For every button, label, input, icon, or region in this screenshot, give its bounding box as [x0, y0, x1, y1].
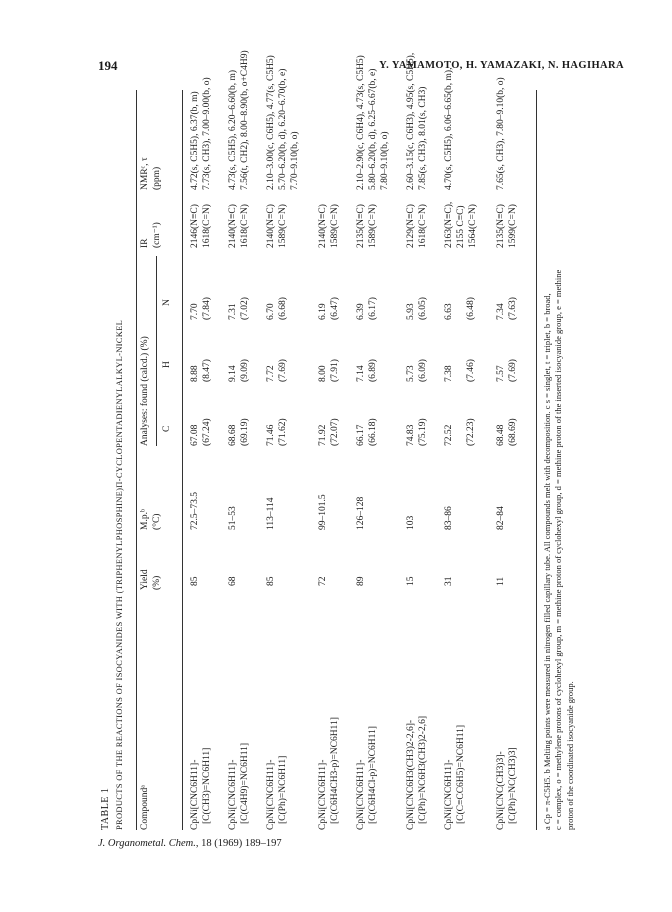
cell-nmr: 7.65(s, CH3), 7.80–9.10(b, o) — [496, 77, 506, 190]
cell-ir: 2140(N≡C) 1589(C=N) — [318, 204, 340, 248]
cell-c: 71.46 (71.62) — [266, 418, 288, 446]
cell-n: 6.19 (6.47) — [318, 297, 340, 320]
cell-h: 8.00 (7.91) — [318, 359, 340, 382]
cell-n: 5.93 (6.05) — [406, 297, 428, 320]
cell-n: 6.39 (6.17) — [356, 297, 378, 320]
cell-n: 6.70 (6.68) — [266, 297, 288, 320]
cell-compound: CpNi[CNC6H11]- [C(CH3)=NC6H11] — [190, 747, 212, 830]
cell-n: 7.34 (7.63) — [496, 297, 518, 320]
cell-mp: 103 — [406, 515, 416, 530]
cell-yield: 15 — [406, 576, 416, 586]
cell-ir: 2140(N≡C) 1618(C=N) — [228, 204, 250, 248]
cell-h: 7.72 (7.69) — [266, 359, 288, 382]
cell-ir: 2129(N≡C) 1618(C=N) — [406, 204, 428, 248]
header-yield: Yield (%) — [140, 569, 162, 590]
header-analyses: Analyses: found (calcd.) (%) — [140, 336, 150, 446]
cell-c: 72.52 (72.23) — [444, 418, 476, 446]
cell-c: 68.68 (69.19) — [228, 418, 250, 446]
cell-yield: 31 — [444, 576, 454, 586]
cell-ir: 2163(N≡C), 2155 C≡C) 1564(C=N) — [444, 201, 478, 248]
cell-nmr: 2.10–3.00(c, C6H5), 4.77(s, C5H5) 5.70–6.20(b, d), 6.20–6.70(b, e) 7.70–9.10(b, o) — [266, 55, 300, 190]
cell-compound: CpNi[CNC6H11]- [C(C6H4Cl-p)=NC6H11] — [356, 726, 378, 830]
cell-yield: 85 — [190, 576, 200, 586]
cell-compound: CpNi[CNC(CH3)3]- [C(Ph)=NC(CH3)3] — [496, 747, 518, 830]
cell-compound: CpNi[CNC6H11]- [C(C6H4CH3-p)=NC6H11] — [318, 717, 340, 830]
table-footnotes — [542, 90, 576, 830]
page-number: 194 — [98, 58, 118, 73]
cell-ir: 2140(N≡C) 1589(C=N) — [266, 204, 288, 248]
cell-h: 5.73 (6.09) — [406, 359, 428, 382]
cell-ir: 2146(N≡C) 1618(C=N) — [190, 204, 212, 248]
header-mp: M.p.ᵇ (°C) — [140, 509, 162, 530]
cell-nmr: 2.60–3.15(c, C6H3), 4.95(s, C5H5), 7.85(s, CH3), 8.01(s, CH3) — [406, 52, 428, 190]
journal-reference — [98, 838, 282, 849]
cell-h: 9.14 (9.09) — [228, 359, 250, 382]
cell-mp: 72.5–73.5 — [190, 492, 200, 530]
cell-nmr: 4.72(s, C5H5), 6.37(b, m) 7.73(s, CH3), 7.00–9.00(b, o) — [190, 77, 212, 190]
cell-n: 7.31 (7.02) — [228, 297, 250, 320]
cell-c: 66.17 (66.18) — [356, 418, 378, 446]
cell-h: 8.88 (8.47) — [190, 359, 212, 382]
cell-h: 7.38 (7.46) — [444, 359, 476, 382]
cell-mp: 83–86 — [444, 506, 454, 530]
cell-mp: 126–128 — [356, 496, 366, 530]
cell-compound: CpNi[CNC6H3(CH3)2-2,6]- [C(Ph)=NC6H3(CH3)2-2,6] — [406, 715, 428, 830]
cell-ir: 2135(N≡C) 1599(C=N) — [496, 204, 518, 248]
cell-yield: 68 — [228, 576, 238, 586]
cell-nmr: 2.10–2.90(c, C6H4), 4.73(s, C5H5) 5.80–6.20(b, d), 6.25–6.67(b, e) 7.80–9.10(b, o) — [356, 55, 390, 190]
header-nmr: NMRᶜ, τ (ppm) — [140, 157, 162, 190]
journal-citation: , 18 (1969) 189–197 — [195, 838, 282, 849]
cell-ir: 2135(N≡C) 1589(C=N) — [356, 204, 378, 248]
footnote-line: a Cp = π-C5H5. b Melting points were measured in nitrogen filled capillary tube. All compounds melt with decomposition. c s = singlet, t = triplet, b = broad, — [542, 293, 552, 830]
cell-compound: CpNi[CNC6H11]- [C(C≡CC6H5)=NC6H11] — [444, 724, 466, 830]
cell-n: 6.63 (6.48) — [444, 297, 476, 320]
header-c: C — [162, 425, 172, 432]
cell-h: 7.14 (6.89) — [356, 359, 378, 382]
cell-nmr: 4.73(s, C5H5), 6.20–6.60(b, m) 7.56(t, CH2), 8.00–8.90(b, o+C4H9) — [228, 50, 250, 190]
cell-nmr: 4.70(s, C5H5), 6.06–6.65(b, m), — [444, 67, 454, 190]
header-n: N — [162, 299, 172, 306]
cell-c: 67.08 (67.24) — [190, 418, 212, 446]
table-caption: PRODUCTS OF THE REACTIONS OF ISOCYANIDES WITH (TRIPHENYLPHOSPHINE)Π-CYCLOPENTADIENYLALKYL-NICKEL — [114, 319, 124, 830]
cell-mp: 51–53 — [228, 506, 238, 530]
table-rule-bottom — [536, 90, 537, 830]
table-rule-analyses — [156, 256, 157, 446]
table-rule-header — [182, 90, 183, 830]
cell-yield: 89 — [356, 576, 366, 586]
cell-yield: 85 — [266, 576, 276, 586]
table-label: TABLE 1 — [100, 787, 111, 830]
cell-yield: 72 — [318, 576, 328, 586]
header-h: H — [162, 361, 172, 368]
header-ir: IR (cm⁻¹) — [140, 222, 162, 248]
footnote-line: proton of the coordinated isocyanide group. — [564, 681, 575, 830]
cell-mp: 82–84 — [496, 506, 506, 530]
cell-c: 74.83 (75.19) — [406, 418, 428, 446]
cell-compound: CpNi[CNC6H11]- [C(C4H9)=NC6H11] — [228, 742, 250, 830]
cell-h: 7.57 (7.69) — [496, 359, 518, 382]
cell-compound: CpNi[CNC6H11]- [C(Ph)=NC6H11] — [266, 755, 288, 830]
footnote-line: c = complex, o = methylene protons of cyclohexyl group, m = methine proton of cyclohexyl group, d = methine proton of the inserted isocyanide group, e = methine — [553, 269, 564, 830]
cell-c: 71.92 (72.07) — [318, 418, 340, 446]
cell-mp: 113–114 — [266, 497, 276, 530]
cell-yield: 11 — [496, 576, 506, 586]
cell-mp: 99–101.5 — [318, 494, 328, 530]
cell-c: 68.48 (68.69) — [496, 418, 518, 446]
cell-n: 7.70 (7.84) — [190, 297, 212, 320]
journal-name: J. Organometal. Chem. — [98, 838, 196, 849]
header-compound: Compoundᵃ — [140, 785, 150, 830]
running-head-authors: Y. YAMAMOTO, H. YAMAZAKI, N. HAGIHARA — [379, 60, 624, 71]
table-rule-top — [136, 90, 137, 830]
